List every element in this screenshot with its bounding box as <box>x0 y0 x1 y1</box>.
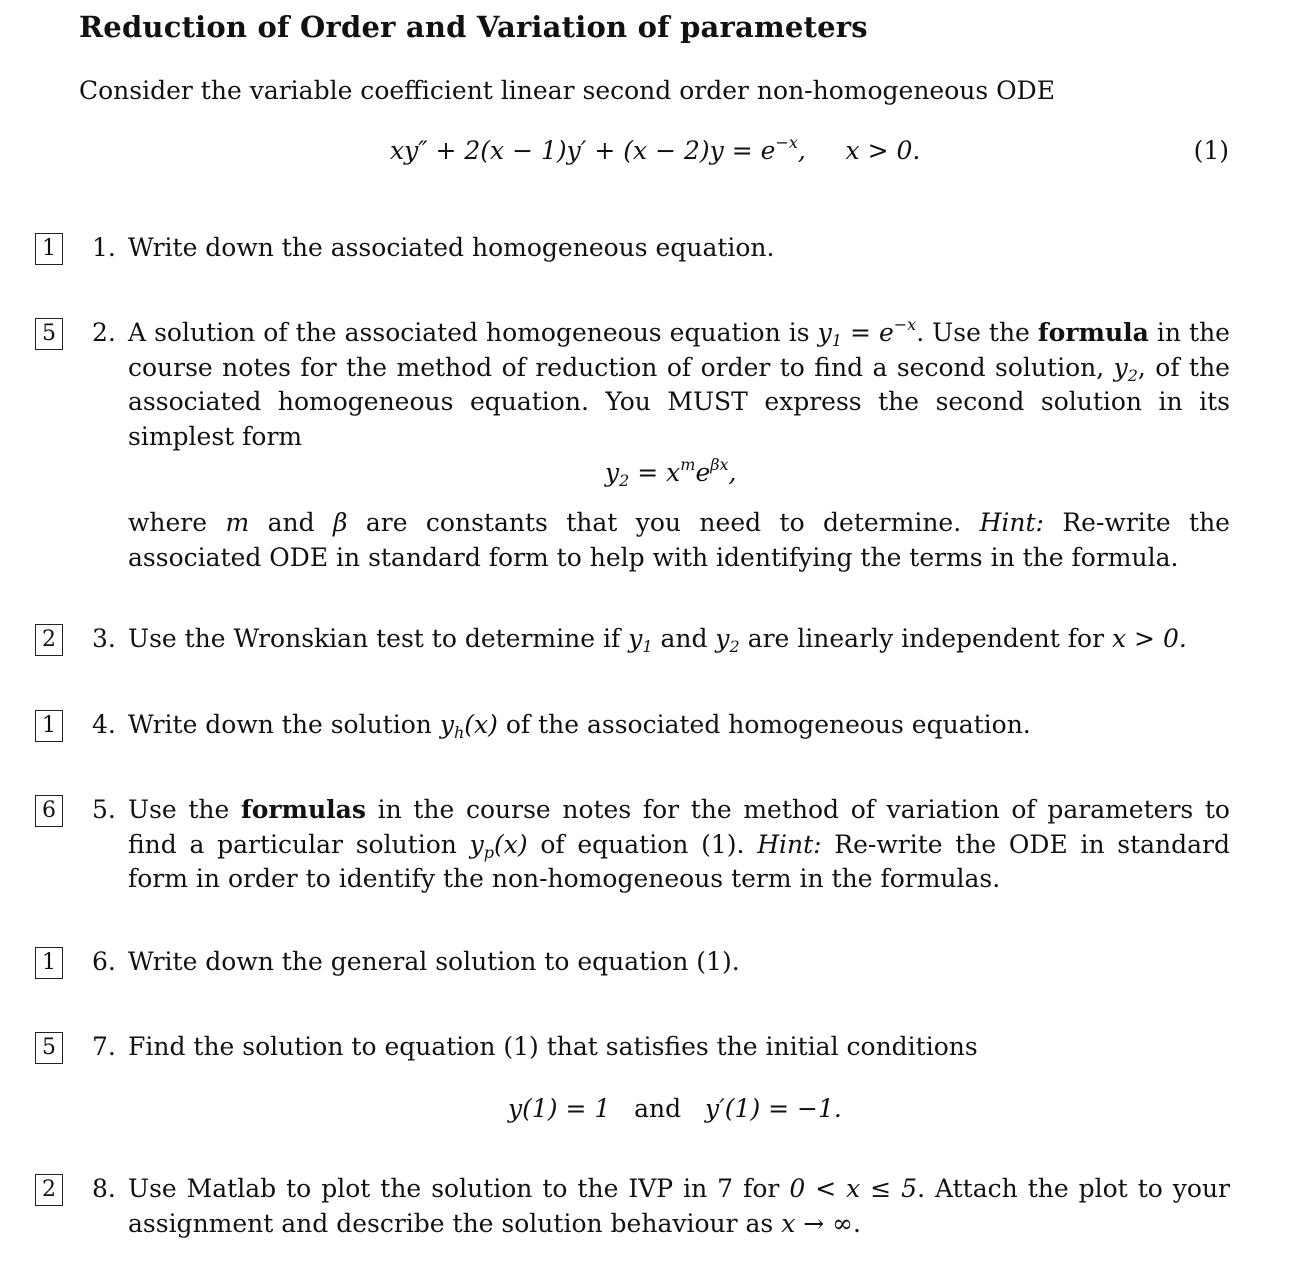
main-equation-exponent: −x <box>775 133 798 152</box>
equation-label: (1) <box>1193 136 1229 165</box>
main-equation: $xy'' + 2(x - 1)y' + (x - 2)y = e^{-x}$, x > 0. <box>390 133 921 165</box>
question-number-2: 2. <box>92 318 116 347</box>
question-7-text: Find the solution to equation (1) that satisfies the initial conditions <box>128 1032 978 1061</box>
reduction-form-equation: $y_2 = x^me^{\beta x}$, <box>605 455 737 490</box>
question-number-8: 8. <box>92 1174 116 1203</box>
question-number-3: 3. <box>92 624 116 653</box>
question-number-6: 6. <box>92 947 116 976</box>
marks-box-q3: 2 <box>35 624 63 656</box>
marks-box-q7: 5 <box>35 1032 63 1064</box>
question-2-text: A solution of the associated homogeneous equation is $y_1 = e^{-x}$. Use the formula in the course notes for the method of reduction of order to find a second solution, $y_2$, of the associated homogeneous equation. You MUST express the second solution in its simplest form <box>128 315 1230 451</box>
question-5-text: Use the formulas in the course notes for the method of variation of parameters to find a particular solution $y_p(x)$ of equation (1). Hint: Re-write the ODE in standard form in order to identify the non-homogeneous term in the formulas. <box>128 795 1231 893</box>
marks-box-q4: 1 <box>35 710 63 742</box>
question-number-7: 7. <box>92 1032 116 1061</box>
y1-symbol: $y_1$ <box>817 318 842 350</box>
intro-text: Consider the variable coefficient linear second order non-homogeneous ODE <box>79 76 1055 105</box>
question-6-text: Write down the general solution to equation (1). <box>128 947 740 976</box>
question-8-text: Use Matlab to plot the solution to the IVP in 7 for 0 < x ≤ 5. Attach the plot to your assignment and describe the solution behaviour as x → ∞. <box>128 1174 1231 1238</box>
question-number-1: 1. <box>92 233 116 262</box>
marks-box-q6: 1 <box>35 947 63 979</box>
hint-label-q5: Hint: <box>757 829 822 859</box>
marks-box-q1: 1 <box>35 233 63 265</box>
page-title: Reduction of Order and Variation of parameters <box>79 10 868 44</box>
bold-formula: formula <box>1037 318 1149 347</box>
hint-label: Hint: <box>979 508 1044 537</box>
main-equation-lhs: xy″ + 2(x − 1)y′ + (x − 2)y = e <box>390 136 776 165</box>
marks-box-q8: 2 <box>35 1174 63 1206</box>
question-number-4: 4. <box>92 710 116 739</box>
question-3-text: Use the Wronskian test to determine if $y_1$ and $y_2$ are linearly independent for x > 0. <box>128 624 1187 656</box>
marks-box-q2: 5 <box>35 318 63 350</box>
question-2-followup: where m and β are constants that you need to determine. Hint: Re-write the associated ODE in standard form to help with identifying the terms in the formula. <box>128 508 1230 572</box>
main-equation-condition: x > 0. <box>845 136 921 165</box>
question-1-text: Write down the associated homogeneous equation. <box>128 233 775 262</box>
question-4-text: Write down the solution $y_h(x)$ of the associated homogeneous equation. <box>128 710 1031 742</box>
y2-symbol: $y_2$ <box>1113 352 1138 385</box>
marks-box-q5: 6 <box>35 795 63 827</box>
initial-conditions: y(1) = 1 and y′(1) = −1. <box>508 1094 842 1123</box>
question-number-5: 5. <box>92 795 116 824</box>
bold-formulas: formulas <box>240 795 366 824</box>
